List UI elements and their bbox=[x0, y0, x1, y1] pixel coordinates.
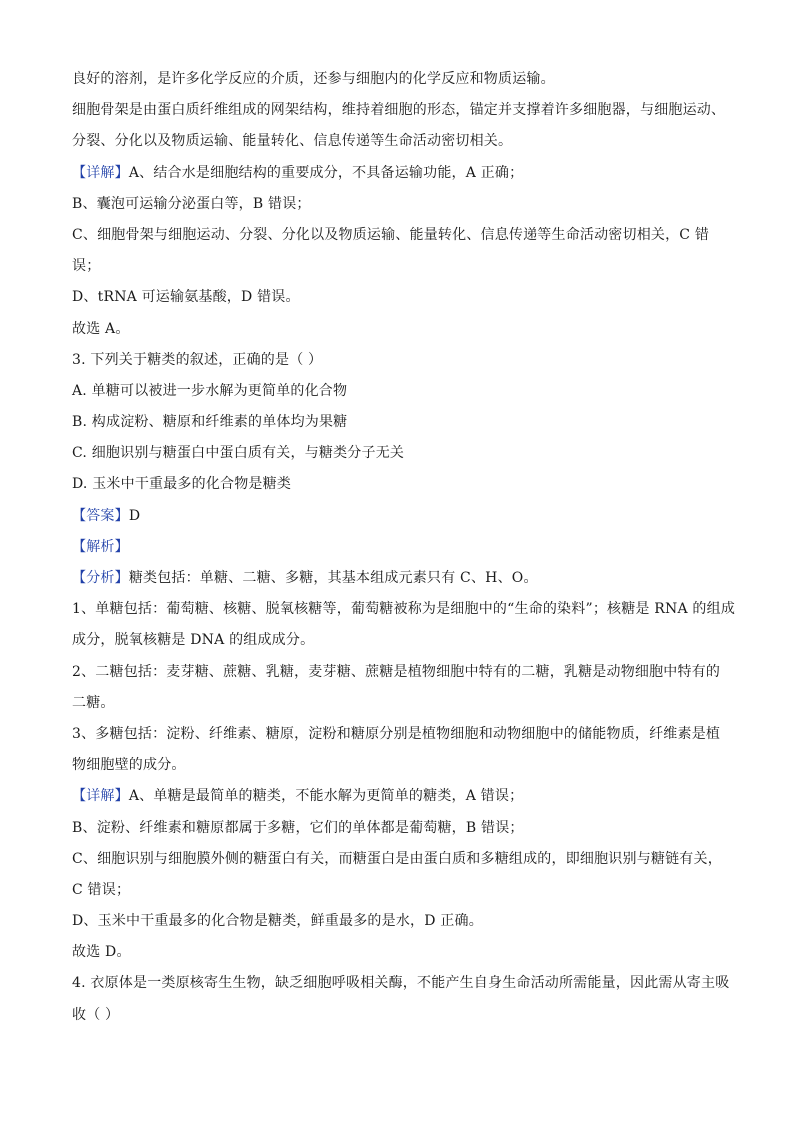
line-text: C 错误； bbox=[72, 881, 131, 898]
text-line-1 bbox=[72, 64, 732, 95]
option-c bbox=[72, 438, 732, 469]
option-b bbox=[72, 407, 732, 438]
text-line-26 bbox=[72, 844, 732, 875]
answer-line bbox=[72, 501, 732, 532]
line-text: A、单糖是最简单的糖类，不能水解为更简单的糖类，A 错误； bbox=[128, 788, 524, 805]
option-d bbox=[72, 469, 732, 500]
question-4-stem bbox=[72, 968, 732, 999]
line-text: 2、二糖包括：麦芽糖、蔗糖、乳糖，麦芽糖、蔗糖是植物细胞中特有的二糖，乳糖是动物细胞中特有的 bbox=[72, 663, 721, 680]
section-tag: 【详解】 bbox=[72, 164, 129, 181]
text-line-23 bbox=[72, 750, 732, 781]
text-line-18 bbox=[72, 594, 736, 625]
text-line-5 bbox=[72, 189, 732, 220]
line-text: D. 玉米中干重最多的化合物是糖类 bbox=[72, 476, 292, 493]
line-text: 故选 A。 bbox=[72, 320, 130, 337]
text-line-6 bbox=[72, 220, 732, 251]
line-text: 4. 衣原体是一类原核寄生生物，缺乏细胞呼吸相关酶，不能产生自身生命活动所需能量，因此需从寄主吸 bbox=[72, 975, 730, 992]
line-text: 故选 D。 bbox=[72, 944, 131, 961]
line-text: D、玉米中干重最多的化合物是糖类，鲜重最多的是水，D 正确。 bbox=[72, 913, 483, 930]
line-text: A、结合水是细胞结构的重要成分，不具备运输功能，A 正确； bbox=[128, 164, 524, 181]
option-a bbox=[72, 376, 732, 407]
line-text: 1、单糖包括：葡萄糖、核糖、脱氧核糖等，葡萄糖被称为是细胞中的“生命的染料”；核糖是 RNA 的组成 bbox=[72, 601, 736, 618]
line-text: 3、多糖包括：淀粉、纤维素、糖原，淀粉和糖原分别是植物细胞和动物细胞中的储能物质，纤维素是植 bbox=[72, 725, 721, 742]
text-line-19 bbox=[72, 625, 732, 656]
section-tag: 【详解】 bbox=[72, 788, 129, 805]
line-text: B. 构成淀粉、糖原和纤维素的单体均为果糖 bbox=[72, 414, 348, 431]
line-text: C、细胞骨架与细胞运动、分裂、分化以及物质运输、能量转化、信息传递等生命活动密切相关，C 错 bbox=[72, 226, 710, 243]
text-line-2 bbox=[72, 95, 732, 126]
text-line-22 bbox=[72, 719, 732, 750]
line-text: C. 细胞识别与糖蛋白中蛋白质有关，与糖类分子无关 bbox=[72, 445, 405, 462]
text-line-9 bbox=[72, 314, 732, 345]
line-text: 分裂、分化以及物质运输、能量转化、信息传递等生命活动密切相关。 bbox=[72, 133, 513, 150]
line-text: C、细胞识别与细胞膜外侧的糖蛋白有关，而糖蛋白是由蛋白质和多糖组成的，即细胞识别与糖链有关， bbox=[72, 850, 722, 867]
line-text: D、tRNA 可运输氨基酸，D 错误。 bbox=[72, 289, 300, 306]
line-text: 细胞骨架是由蛋白质纤维组成的网架结构，维持着细胞的形态，锚定并支撑着许多细胞器，与细胞运动、 bbox=[72, 102, 726, 119]
analysis-heading bbox=[72, 532, 732, 563]
text-line-3 bbox=[72, 126, 732, 157]
document-page bbox=[72, 64, 736, 1031]
text-line-4 bbox=[72, 158, 732, 189]
text-line-7 bbox=[72, 251, 732, 282]
line-text: 二糖。 bbox=[72, 694, 115, 711]
text-line-17 bbox=[72, 563, 732, 594]
section-tag: 【分析】 bbox=[72, 570, 129, 586]
line-text: 物细胞壁的成分。 bbox=[72, 757, 186, 774]
question-4-stem-cont bbox=[72, 1000, 732, 1031]
text-line-29 bbox=[72, 937, 732, 968]
line-text: D bbox=[128, 507, 141, 524]
text-line-24 bbox=[72, 781, 732, 812]
line-text: 成分，脱氧核糖是 DNA 的组成成分。 bbox=[72, 632, 315, 649]
text-line-20 bbox=[72, 657, 732, 688]
text-line-8 bbox=[72, 282, 732, 313]
text-line-25 bbox=[72, 813, 732, 844]
line-text: 收（ ） bbox=[72, 1006, 120, 1023]
line-text: B、淀粉、纤维素和糖原都属于多糖，它们的单体都是葡萄糖，B 错误； bbox=[72, 819, 524, 836]
section-tag: 【解析】 bbox=[72, 538, 129, 555]
line-text: B、囊泡可运输分泌蛋白等，B 错误； bbox=[72, 195, 311, 212]
line-text: 误； bbox=[72, 258, 101, 275]
section-tag: 【答案】 bbox=[72, 507, 129, 524]
text-line-21 bbox=[72, 688, 732, 719]
text-line-27 bbox=[72, 875, 732, 906]
text-line-28 bbox=[72, 906, 732, 937]
line-text: 糖类包括：单糖、二糖、多糖，其基本组成元素只有 C、H、O。 bbox=[128, 570, 538, 586]
line-text: A. 单糖可以被进一步水解为更简单的化合物 bbox=[72, 382, 348, 399]
line-text: 3. 下列关于糖类的叙述，正确的是（ ） bbox=[72, 351, 323, 368]
question-3-stem bbox=[72, 345, 732, 376]
line-text: 良好的溶剂，是许多化学反应的介质，还参与细胞内的化学反应和物质运输。 bbox=[72, 71, 555, 87]
